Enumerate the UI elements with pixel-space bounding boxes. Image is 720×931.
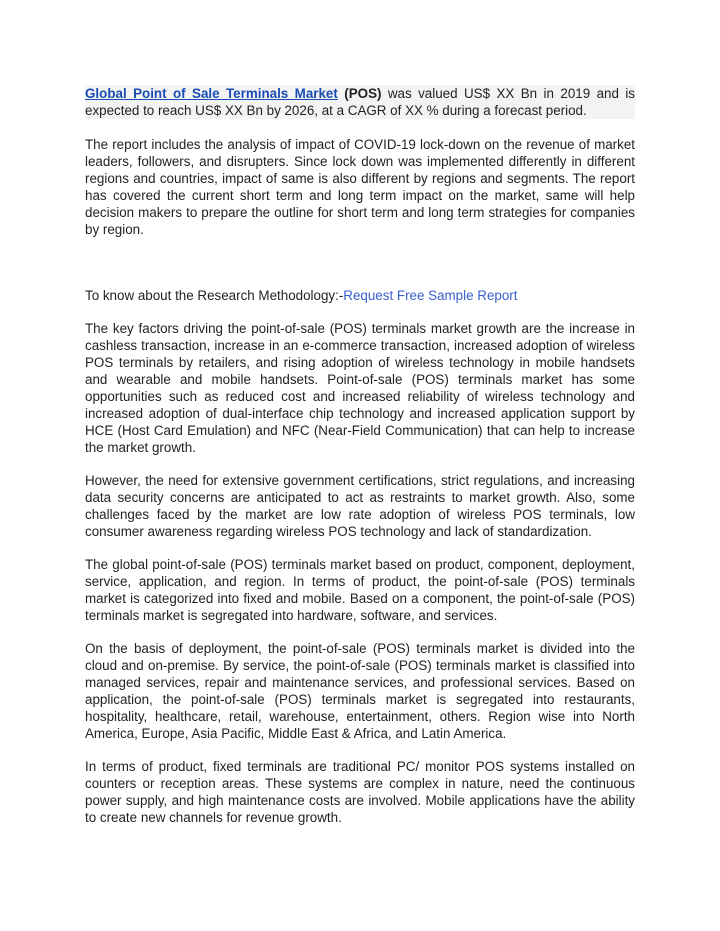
product-paragraph: In terms of product, fixed terminals are traditional PC/ monitor POS systems installed on counters or reception areas. These systems are complex in nature, need the continuous power supply, and high maintenance costs are involved. Mobile applications have the ability to create new channels for revenue growth. [85, 759, 635, 825]
restraints-paragraph: However, the need for extensive government certifications, strict regulations, and increasing data security concerns are anticipated to act as restraints to market growth. Also, some challenges faced by the market are low rate adoption of wireless POS terminals, low consumer awareness regarding wireless POS technology and lack of standardization. [85, 473, 635, 539]
intro-paragraph [85, 85, 635, 119]
segmentation-paragraph: The global point-of-sale (POS) terminals market based on product, component, deployment, service, application, and region. In terms of product, the point-of-sale (POS) terminals market is categorized into fixed and mobile. Based on a component, the point-of-sale (POS) terminals market is segregated into hardware, software, and services. [85, 557, 635, 623]
key-factors-paragraph: The key factors driving the point-of-sale (POS) terminals market growth are the increase in cashless transaction, increase in an e-commerce transaction, increased adoption of wireless POS terminals by retailers, and rising adoption of wireless technology in mobile handsets and wearable and mobile handsets. Point-of-sale (POS) terminals market has some opportunities such as reduced cost and increased reliability of wireless technology and increased adoption of dual-interface chip technology and increased application support by HCE (Host Card Emulation) and NFC (Near-Field Communication) that can help to increase the market growth. [85, 321, 635, 455]
request-sample-link[interactable]: Request Free Sample Report [343, 288, 518, 303]
deployment-paragraph: On the basis of deployment, the point-of-sale (POS) terminals market is divided into the cloud and on-premise. By service, the point-of-sale (POS) terminals market is classified into managed services, repair and maintenance services, and professional services. Based on application, the point-of-sale (POS) terminals market is segregated into restaurants, hospitality, healthcare, retail, warehouse, entertainment, others. Region wise into North America, Europe, Asia Pacific, Middle East & Africa, and Latin America. [85, 641, 635, 741]
intro-text: was valued US$ XX Bn in 2019 and is expected to reach US$ XX Bn by 2026, at a CAGR of XX % during a forecast period. [85, 86, 636, 118]
market-report-link[interactable]: Global Point of Sale Terminals Market [85, 86, 338, 101]
methodology-line [85, 287, 635, 304]
covid-impact-paragraph: The report includes the analysis of impact of COVID-19 lock-down on the revenue of market leaders, followers, and disrupters. Since lock down was implemented differently in different regions and countries, impact of same is also different by regions and segments. The report has covered the current short term and long term impact on the market, same will help decision makers to prepare the outline for short term and long term strategies for companies by region. [85, 137, 635, 237]
methodology-label: To know about the Research Methodology:- [85, 288, 344, 303]
pos-abbreviation: (POS) [337, 86, 382, 101]
